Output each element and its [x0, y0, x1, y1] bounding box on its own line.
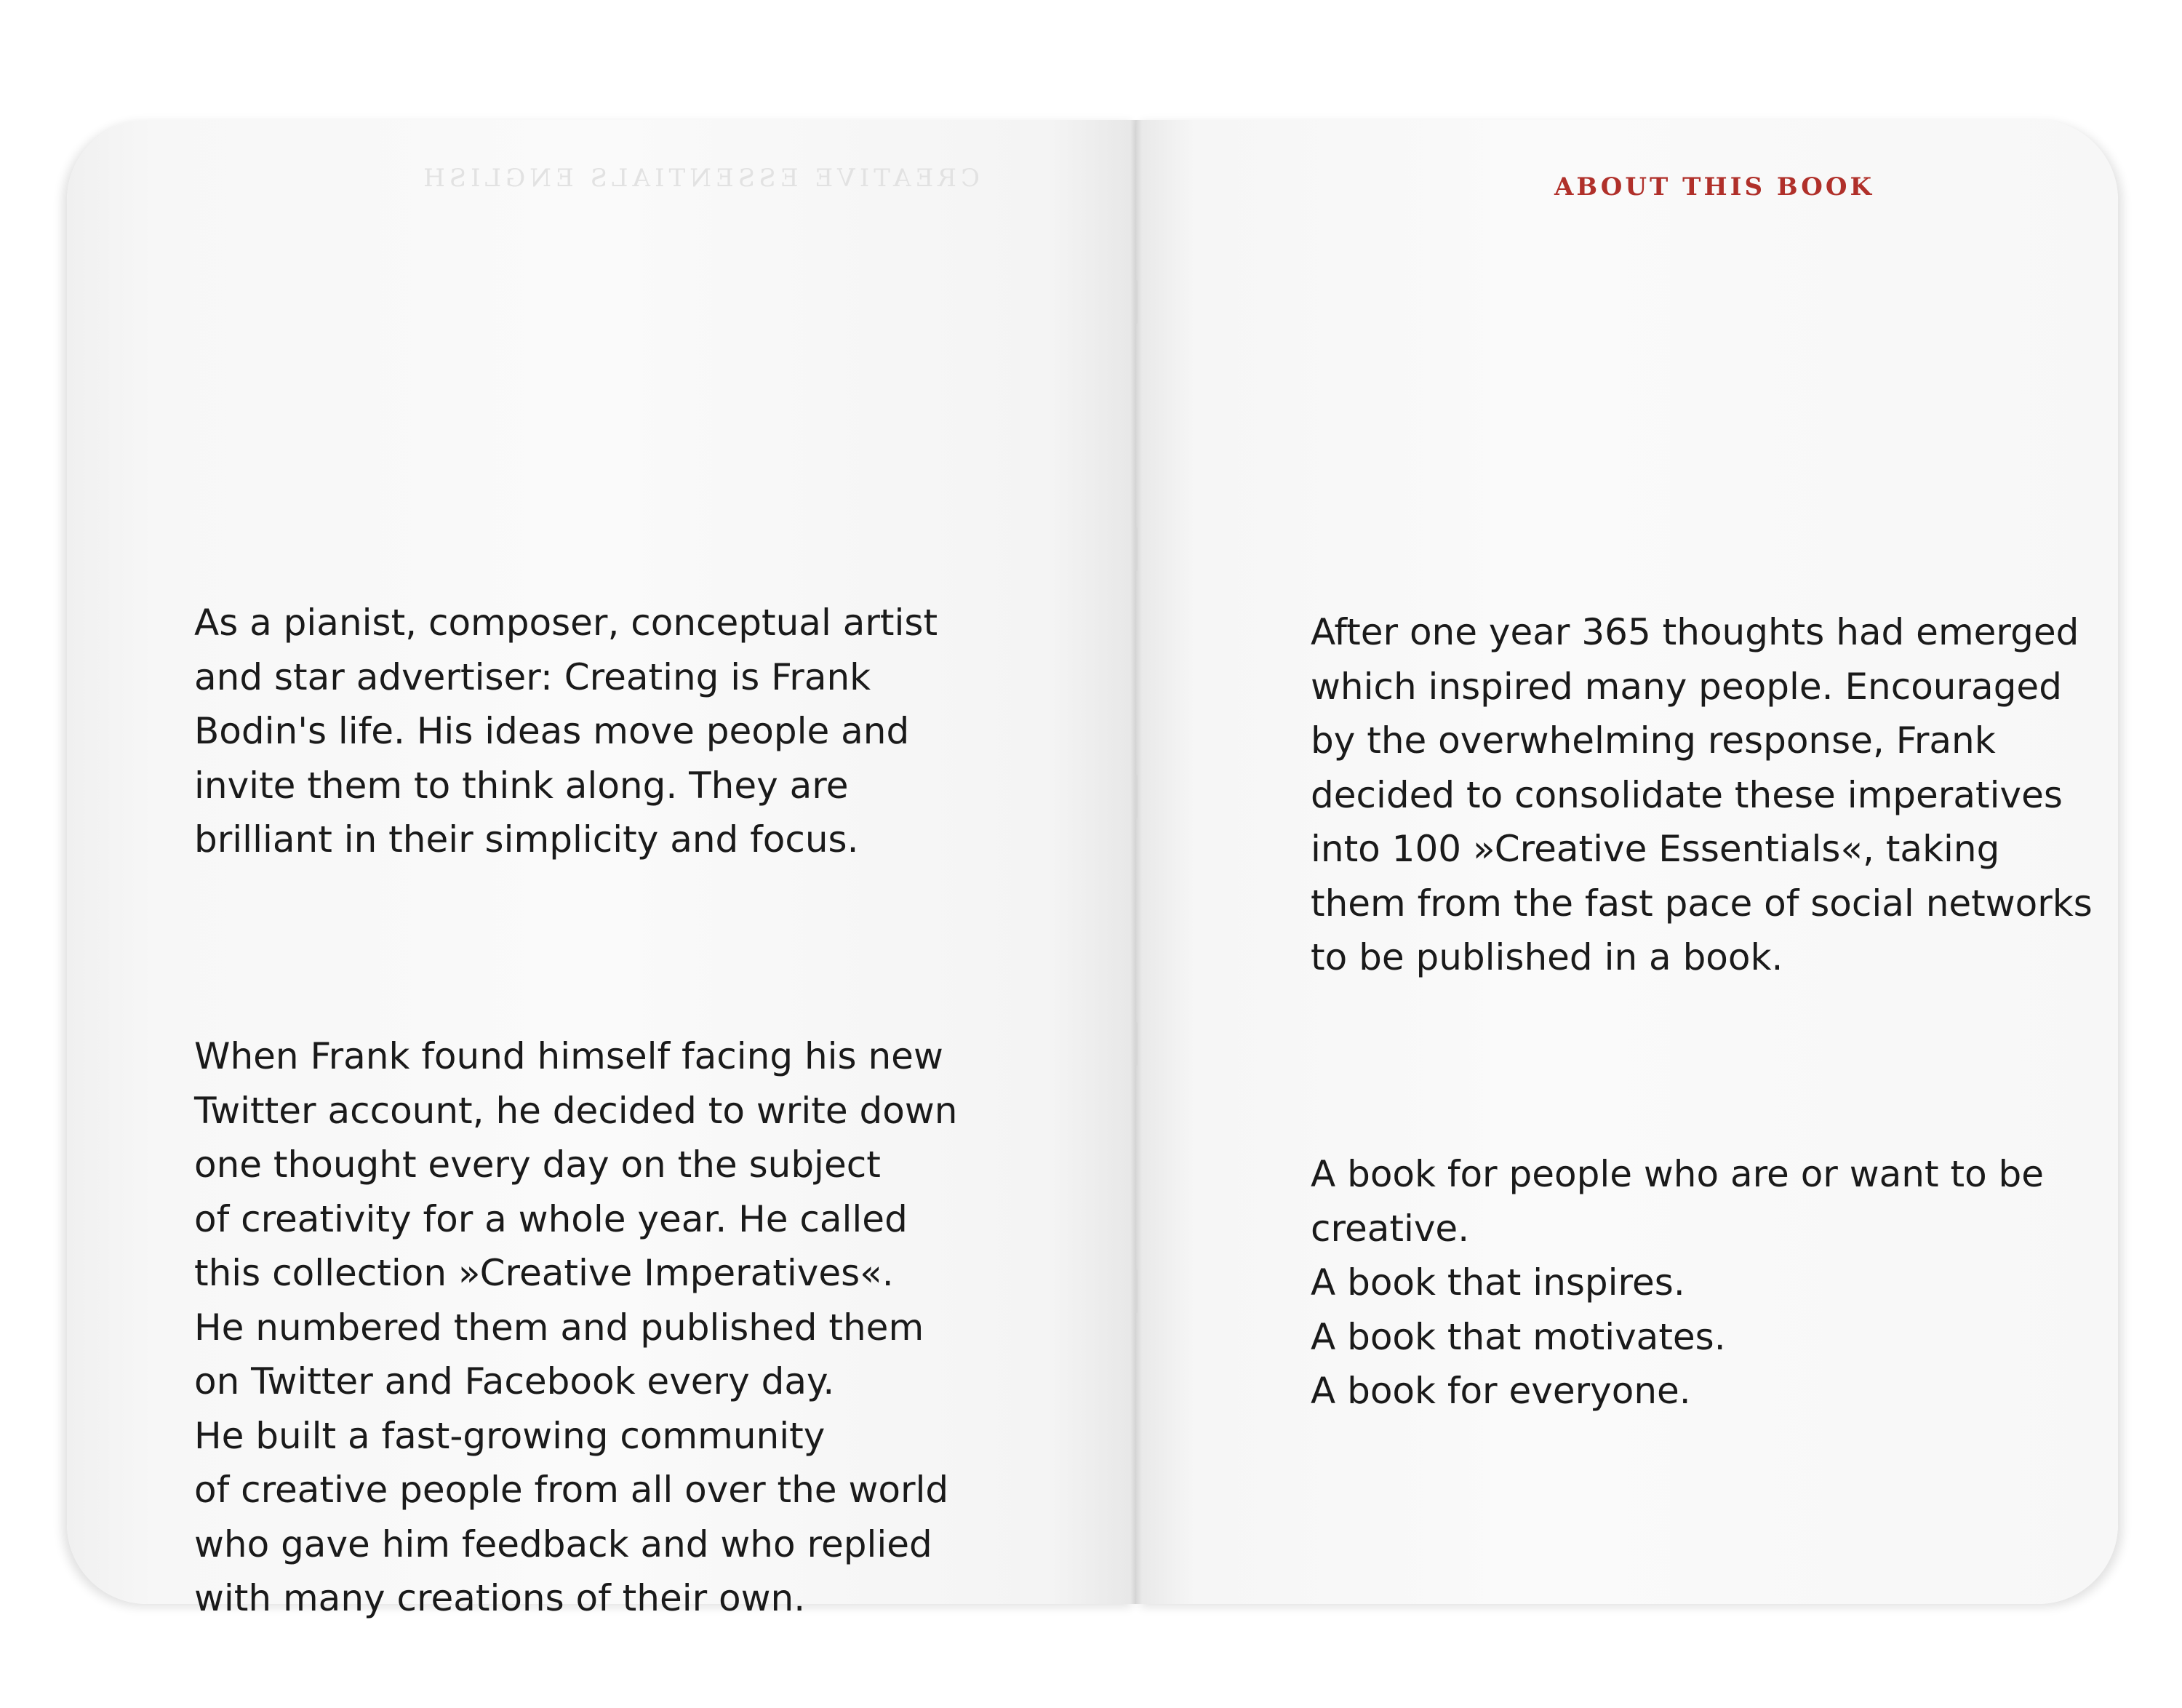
binding-stitch	[1135, 527, 1138, 571]
right-paragraph-1: After one year 365 thoughts had emerged which inspired many people. Encouraged by the overwhelming response, Frank decided to consolidate these imperatives into 100 »Creative Essentials«, taking them from the fast pace of social networks to be published in a book.	[1311, 611, 2093, 978]
left-page	[67, 120, 1136, 1619]
left-page-body	[194, 487, 957, 1708]
show-through-header: CREATIVE ESSENTIALS ENGLISH	[419, 164, 980, 193]
left-paragraph-1: As a pianist, composer, conceptual artist and star advertiser: Creating is Frank Bodin's life. His ideas move people and invite them to think along. They are brilliant in their simplicity and focus.	[194, 602, 938, 861]
book-spread	[67, 120, 2118, 1619]
right-page	[1136, 120, 2118, 1604]
running-head: ABOUT THIS BOOK	[1554, 172, 1875, 201]
binding-stitch	[1135, 280, 1138, 324]
binding-stitch	[1135, 1022, 1138, 1066]
right-page-body	[1311, 497, 2093, 1527]
binding-stitch	[1135, 775, 1138, 818]
right-paragraph-2: A book for people who are or want to be creative. A book that inspires. A book that motivates. A book for everyone.	[1311, 1153, 2045, 1412]
book-gutter	[1130, 120, 1142, 1604]
binding-stitch	[1135, 1269, 1138, 1313]
left-paragraph-2: When Frank found himself facing his new Twitter account, he decided to write down one thought every day on the subject of creativity for a whole year. He called this collection »Creative Imperatives«. He numbered them and published them on Twitter and Facebook every day. He built a fast-growing community of creative people from all over the world who gave him feedback and who replied with many creations of their own.	[194, 1035, 958, 1619]
